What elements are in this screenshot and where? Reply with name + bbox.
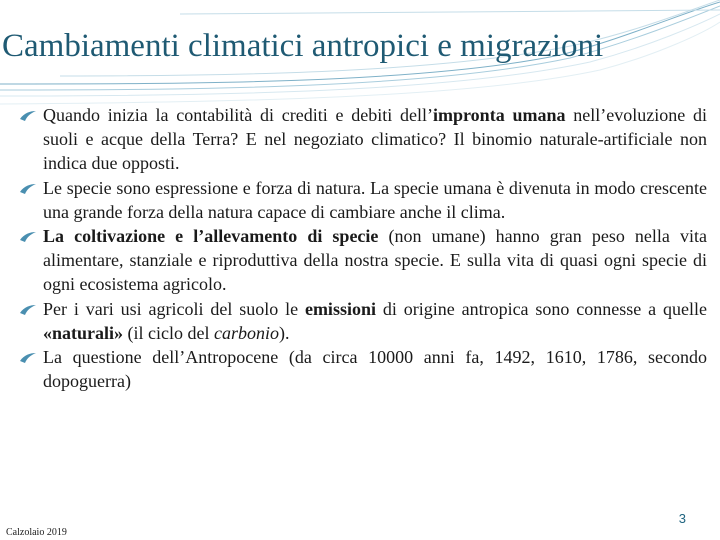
slide-number: 3 (678, 511, 686, 526)
bullet-item (19, 224, 707, 297)
bullet-text: ). (278, 322, 290, 343)
bullet-text: Quando inizia la contabilità di crediti e debiti dell’ (43, 105, 434, 125)
swoosh-bullet-icon (19, 351, 37, 364)
bullet-list (19, 103, 707, 393)
swoosh-bullet-icon (19, 182, 37, 195)
swoosh-bullet-icon (19, 109, 37, 122)
bullet-emphasis: La coltivazione e l’allevamento di specie (43, 226, 379, 247)
bullet-emphasis: «naturali» (43, 322, 124, 343)
bullet-text: La questione dell’Antropocene (da circa 10000 anni fa, 1492, 1610, 1786, secondo dopoguerra) (43, 347, 707, 392)
bullet-item (19, 176, 707, 224)
bullet-item (19, 103, 707, 176)
bullet-emphasis: emissioni (304, 298, 376, 319)
bullet-italic: carbonio (213, 322, 279, 343)
bullet-emphasis: impronta umana (433, 105, 566, 125)
bullet-text: nell’evoluzione di suoli e acque della Terra? E nel negoziato climatico? Il binomio naturale-artificiale non indica due opposti. (43, 105, 707, 174)
bullet-text: Le specie sono espressione e forza di natura. La specie umana è divenuta in modo crescente una grande forza della natura capace di cambiare anche il clima. (43, 177, 707, 222)
bullet-text: Per i vari usi agricoli del suolo le (43, 298, 305, 319)
swoosh-bullet-icon (19, 303, 37, 316)
bullet-text: (il ciclo del (123, 322, 214, 343)
bullet-item (19, 297, 707, 345)
bullet-item (19, 345, 707, 393)
bullet-text: di origine antropica sono connesse a quelle (375, 298, 707, 319)
bullet-text: (non umane) hanno gran peso nella vita alimentare, stanziale e riproduttiva della nostra specie. E sulla vita di quasi ogni specie di ogni ecosistema agricolo. (43, 226, 707, 295)
footer-author: Calzolaio 2019 (6, 527, 67, 538)
slide-title: Cambiamenti climatici antropici e migrazioni (2, 28, 604, 64)
swoosh-bullet-icon (19, 230, 37, 243)
